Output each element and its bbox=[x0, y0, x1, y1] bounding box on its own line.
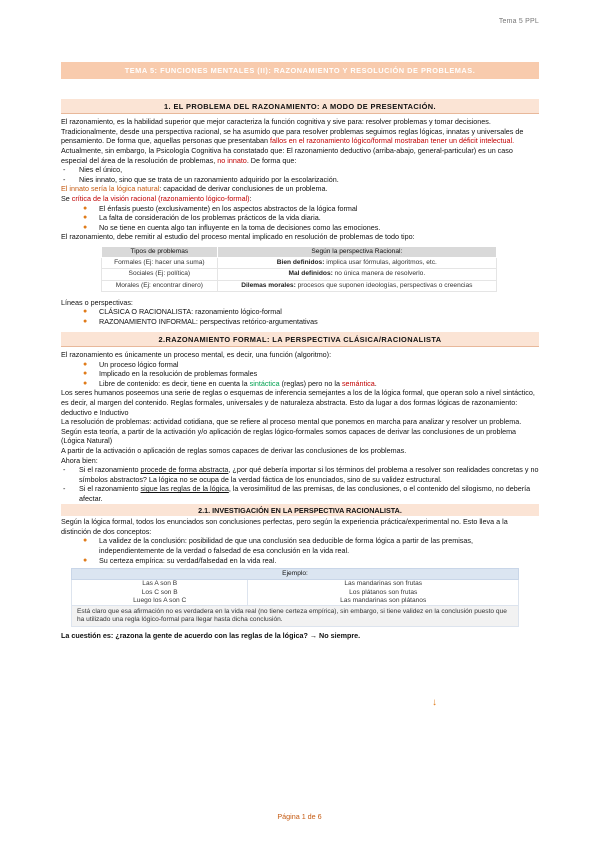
list-item: ● La validez de la conclusión: posibilidad de que una conclusión sea deducible de forma lógica a partir de las premisas, independientemente de la verdad o falsedad de esa conclusión en la vida real. bbox=[83, 536, 473, 555]
table-cell: Formales (Ej: hacer una suma) bbox=[102, 258, 218, 269]
paragraph: El razonamiento es únicamente un proceso mental, es decir, una función (algoritmo): bbox=[61, 350, 332, 360]
list-item: ● Implicado en la resolución de problemas formales bbox=[83, 369, 258, 379]
underlined-text: sigue las reglas de la lógica bbox=[140, 484, 229, 494]
highlight-red: semántica bbox=[341, 378, 375, 388]
table-note: Está claro que esa afirmación no es verdadera en la vida real (no tiene certeza empírica), sin embargo, si tiene validez en la conclusión puesto que ha utilizado una regla lógico-formal para llegar hasta dicha conclusión. bbox=[72, 605, 519, 626]
arrow-down-icon: ↓ bbox=[432, 697, 437, 708]
paragraph: Actualmente, sin embargo, la Psicología Cognitiva ha constatado que: El razonamiento deductivo (arriba-abajo, general-particular) es un caso especial del área de la resolución de problemas, no innato. De forma que: bbox=[61, 145, 513, 165]
list-item: - Nies innato, sino que se trata de un razonamiento adquirido por la escolarización. bbox=[61, 175, 539, 185]
table-cell: Los C son B bbox=[72, 589, 248, 597]
list-item: ● La falta de consideración de los problemas prácticos de la vida diaria. bbox=[83, 213, 321, 223]
table-row bbox=[102, 280, 497, 291]
table-cell: Los plátanos son frutas bbox=[248, 589, 519, 597]
table-cell: Las mandarinas son frutas bbox=[248, 580, 519, 589]
list-item: ● Un proceso lógico formal bbox=[83, 359, 179, 369]
highlight-green: sintáctica bbox=[249, 378, 280, 388]
bullet-icon: ● bbox=[83, 556, 88, 564]
list-item: ● Su certeza empírica: su verdad/falsedad en la vida real. bbox=[83, 555, 277, 565]
table-row bbox=[72, 597, 519, 606]
list-item: ● Libre de contenido: es decir, tiene en cuenta la sintáctica (reglas) pero no la semántica. bbox=[83, 378, 377, 388]
list-item: ● CLÁSICA O RACIONALISTA: razonamiento lógico-formal bbox=[83, 307, 282, 317]
paragraph: Se crítica de la visión racional (razonamiento lógico-formal): bbox=[61, 193, 252, 203]
list-item: ● El énfasis puesto (exclusivamente) en los aspectos abstractos de la lógica formal bbox=[83, 203, 358, 213]
bullet-icon: ● bbox=[83, 360, 88, 368]
page-title: TEMA 5: FUNCIONES MENTALES (II): RAZONAMIENTO Y RESOLUCIÓN DE PROBLEMAS. bbox=[61, 62, 539, 79]
table-row bbox=[102, 269, 497, 280]
table-cell: Luego los A son C bbox=[72, 597, 248, 606]
bullet-list bbox=[61, 536, 539, 565]
paragraph: La cuestión es: ¿razona la gente de acuerdo con las reglas de la lógica? → No siempre. bbox=[61, 631, 361, 641]
table-header: Tipos de problemas bbox=[102, 246, 218, 257]
section-heading-2: 2.RAZONAMIENTO FORMAL: LA PERSPECTIVA CLÁSICA/RACIONALISTA bbox=[61, 332, 539, 348]
table-cell: Bien definidos: implica usar fórmulas, algoritmos, etc. bbox=[217, 258, 496, 269]
paragraph: El razonamiento, debe remitir al estudio del proceso mental implicado en resolución de problemas de todo tipo: bbox=[61, 232, 415, 242]
bullet-list bbox=[61, 360, 539, 389]
bullet-icon: ● bbox=[83, 308, 88, 316]
bullet-icon: ● bbox=[83, 537, 88, 545]
table-header: Ejemplo: bbox=[72, 569, 519, 580]
problem-types-table bbox=[101, 246, 497, 292]
list-item: ● No se tiene en cuenta algo tan influyente en la toma de decisiones como las emociones. bbox=[83, 222, 381, 232]
paragraph: La resolución de problemas: actividad cotidiana, que se refiere al proceso mental que ponemos en marcha para analizar y resolver un problema. Según esta teoría, a partir de la activación y/o aplicación de reglas lógico-formales somos capaces de derivar las conclusiones de un problema (Lógica Natural) bbox=[61, 417, 522, 446]
header-course-label: Tema 5 PPL bbox=[498, 18, 539, 25]
highlight-red: no innato bbox=[217, 155, 247, 165]
highlight-orange: El innato sería la lógica natural bbox=[61, 184, 160, 194]
list-item: - Si el razonamiento sigue las reglas de la lógica, la verosimilitud de las premisas, de las conclusiones, o el contenido del silogismo, no debería afectar. bbox=[61, 484, 539, 503]
list-item: ● RAZONAMIENTO INFORMAL: perspectivas retórico-argumentativas bbox=[83, 316, 318, 326]
bullet-icon: ● bbox=[83, 204, 88, 212]
list-item: - Nies el único, bbox=[61, 165, 539, 175]
table-cell: Las mandarinas son plátanos bbox=[248, 597, 519, 606]
bullet-list bbox=[61, 307, 539, 326]
paragraph: Los seres humanos poseemos una serie de reglas o esquemas de inferencia semejantes a los de la lógica formal, que operan solo a nivel sintáctico, es decir, al margen del contenido. Reglas formales, universales y de naturaleza abstracta. Esto da lugar a dos formas lógicas de razonamiento: deductivo e Inductivo bbox=[61, 388, 535, 417]
table-cell: Las A son B bbox=[72, 580, 248, 589]
dash-list bbox=[61, 165, 539, 184]
table-row bbox=[72, 589, 519, 597]
example-table bbox=[71, 568, 519, 627]
bullet-icon: ● bbox=[83, 214, 88, 222]
table-cell: Sociales (Ej: política) bbox=[102, 269, 218, 280]
paragraph: Según la lógica formal, todos los enunciados son conclusiones perfectas, pero según la experiencia práctica/experimental no. Esto lleva a la distinción de dos conceptos: bbox=[61, 517, 508, 536]
bullet-list bbox=[61, 204, 539, 233]
bullet-icon: ● bbox=[83, 317, 88, 325]
page-number: Página 1 de 6 bbox=[277, 812, 322, 821]
page-content bbox=[61, 62, 539, 641]
table-row bbox=[102, 258, 497, 269]
subsection-heading-2-1: 2.1. INVESTIGACIÓN EN LA PERSPECTIVA RACIONALISTA. bbox=[61, 504, 539, 517]
bullet-icon: ● bbox=[83, 379, 88, 387]
table-header: Según la perspectiva Racional: bbox=[217, 246, 496, 257]
bullet-icon: ● bbox=[83, 370, 88, 378]
paragraph: Ahora bien: bbox=[61, 455, 98, 465]
paragraph: Líneas o perspectivas: bbox=[61, 297, 133, 307]
table-cell: Morales (Ej: encontrar dinero) bbox=[102, 280, 218, 291]
bullet-icon: ● bbox=[83, 223, 88, 231]
dash-list bbox=[61, 465, 539, 503]
list-item: - Si el razonamiento procede de forma abstracta, ¿por qué debería importar si los términos del problema a resolver son realidades concretas y no símbolos abstractos? La lógica no se ocupa de la verdad fáctica de los enunciados, sino de su validez estructural. bbox=[61, 465, 539, 484]
table-cell: Mal definidos: no única manera de resolverlo. bbox=[217, 269, 496, 280]
table-cell: Dilemas morales: procesos que suponen ideologías, perspectivas o creencias bbox=[217, 280, 496, 291]
paragraph: El innato sería la lógica natural: capacidad de derivar conclusiones de un problema. bbox=[61, 184, 328, 194]
underlined-text: procede de forma abstracta bbox=[140, 465, 229, 475]
paragraph: A partir de la activación o aplicación de reglas somos capaces de derivar las conclusiones de los problemas. bbox=[61, 446, 407, 456]
highlight-red: crítica de la visión racional (razonamiento lógico-formal) bbox=[71, 193, 250, 203]
table-row bbox=[72, 580, 519, 589]
highlight-red: fallos en el razonamiento lógico/formal mostraban tener un déficit intelectual. bbox=[269, 136, 515, 146]
paragraph: El razonamiento, es la habilidad superior que mejor caracteriza la función cognitiva y sive para: resolver problemas y tomar decisiones. Tradicionalmente, desde una perspectiva racional, se ha asumido que para resolver problemas seguimos reglas lógicas, innatas y universales de pensamiento. De forma que, aquellas personas que presentaban fallos en el razonamiento lógico/formal mostraban tener un déficit intelectual. bbox=[61, 117, 524, 146]
section-heading-1: 1. EL PROBLEMA DEL RAZONAMIENTO: A MODO DE PRESENTACIÓN. bbox=[61, 99, 539, 115]
